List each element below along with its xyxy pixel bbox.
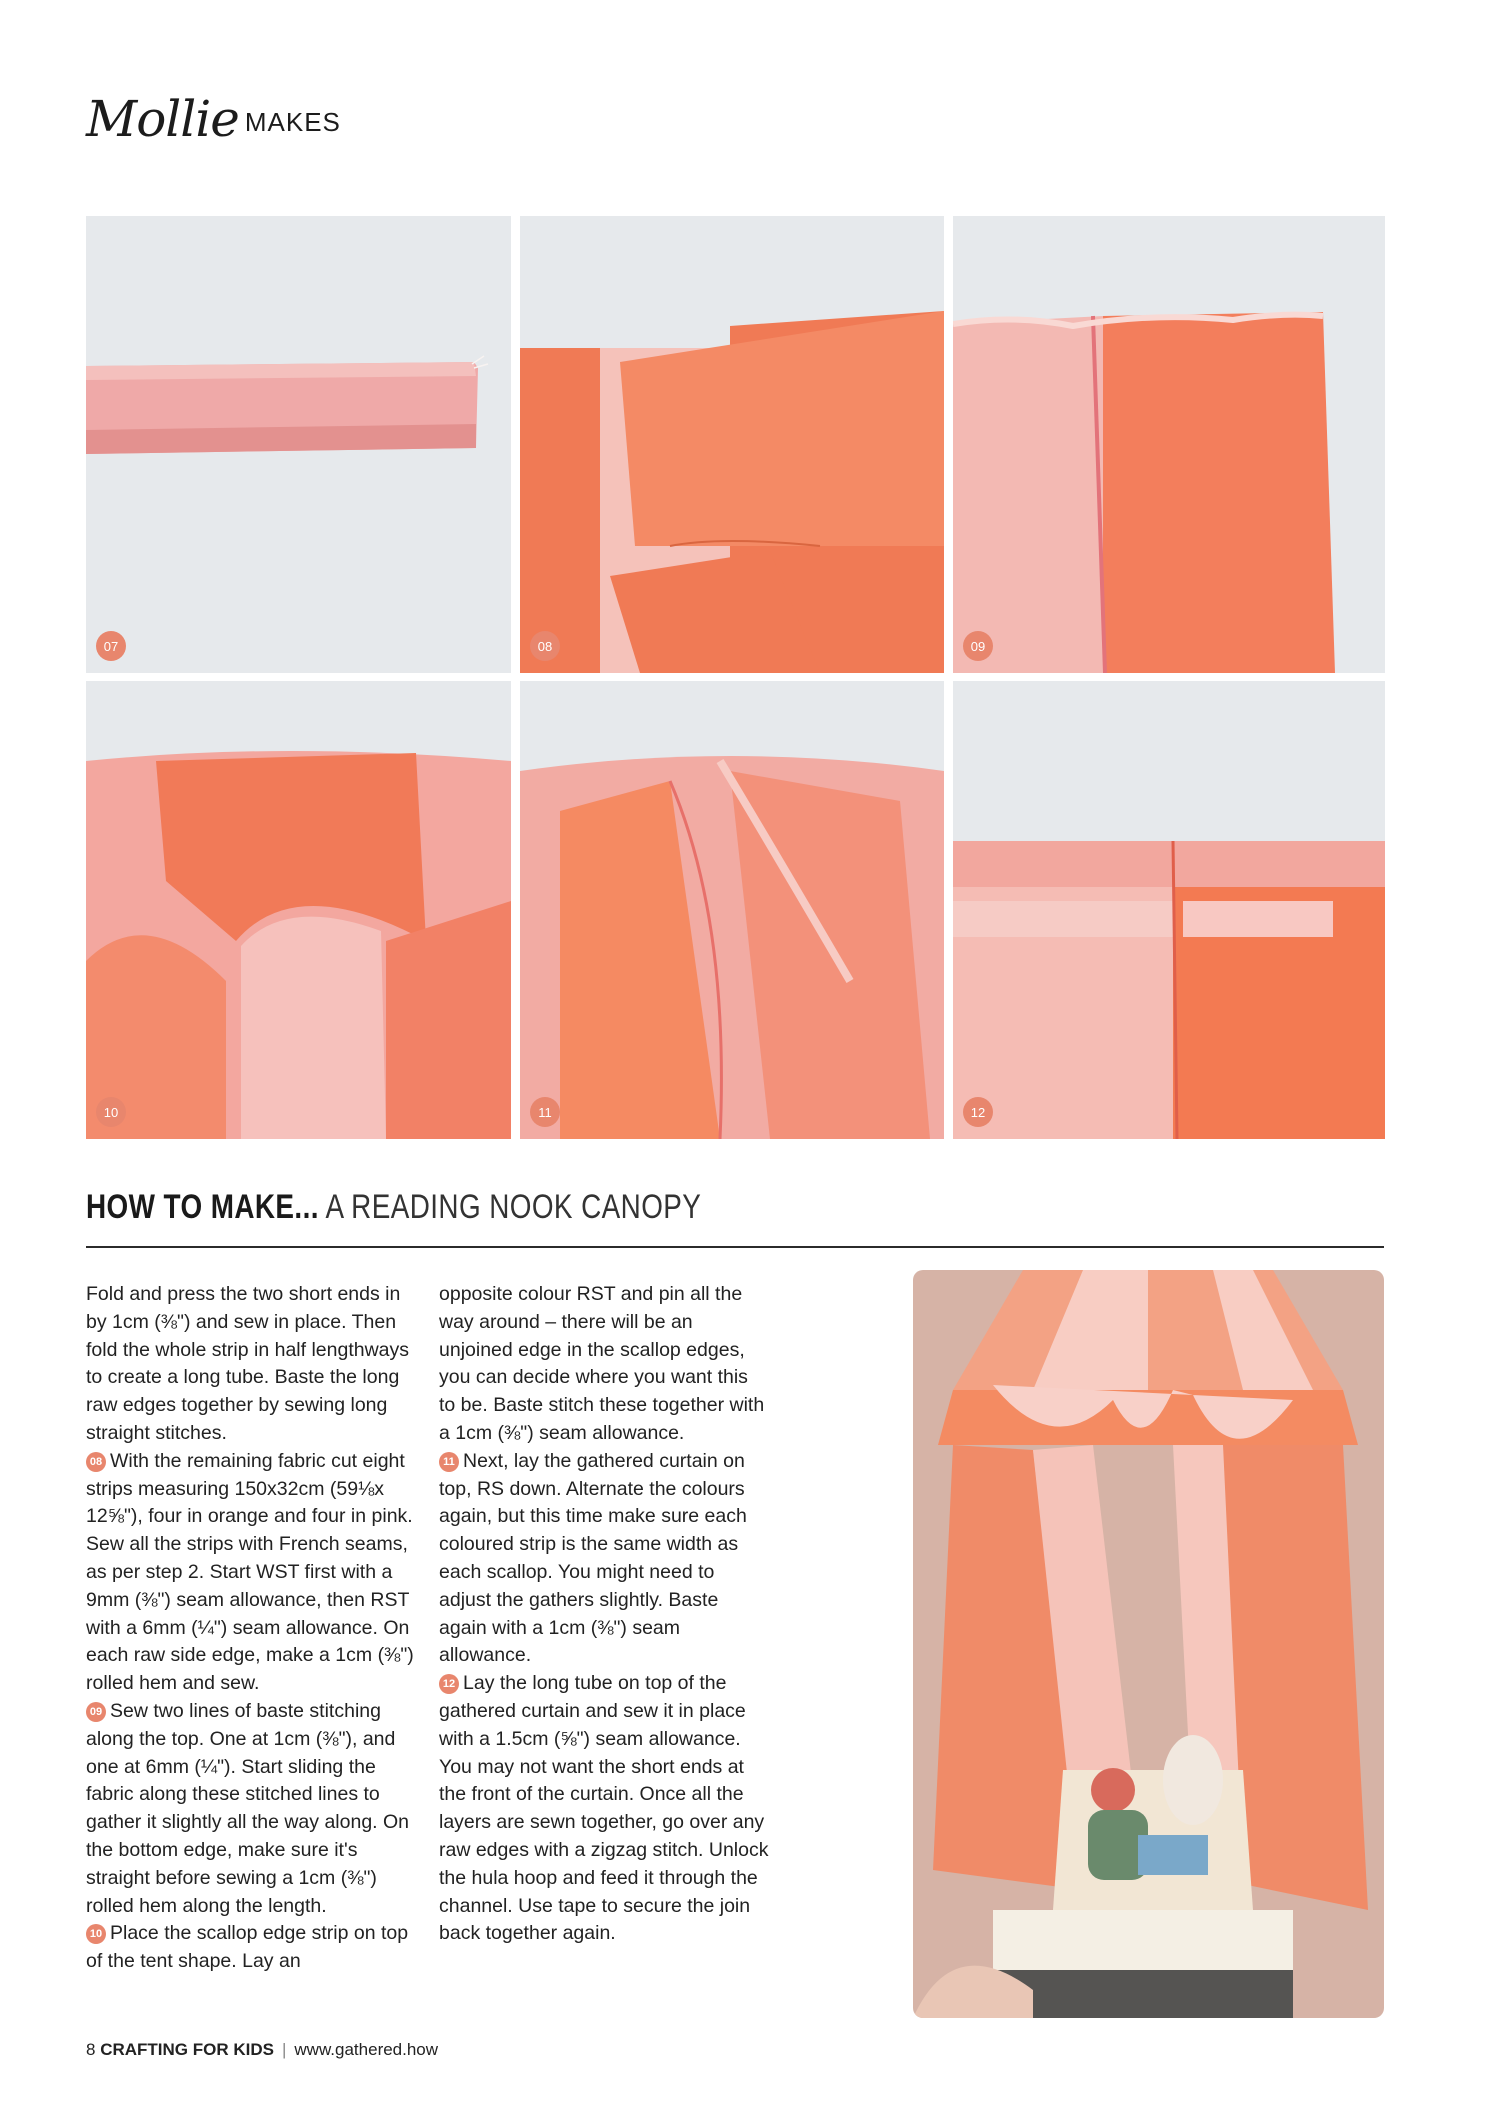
footer-separator: | xyxy=(281,2040,287,2059)
step-badge-08: 08 xyxy=(530,631,560,661)
masthead-makes: MAKES xyxy=(244,107,341,137)
step-badge-12: 12 xyxy=(963,1097,993,1127)
page-footer xyxy=(86,2040,438,2060)
section-title-bold: HOW TO MAKE... xyxy=(86,1188,319,1226)
step-photo-07 xyxy=(86,216,511,673)
section-divider xyxy=(86,1246,1384,1248)
step-photo-08 xyxy=(520,216,944,673)
step-number-09: 09 xyxy=(86,1702,106,1722)
paragraph-step-09: 09 Sew two lines of baste stitching along the top. One at 1cm (⅜"), and one at 6mm (¼"). Start sliding the fabric along these stitched lines to gather it slightly all the way along. On the bottom edge, make sure it's straight before sewing a 1cm (⅜") rolled hem along the length. xyxy=(86,1699,410,1917)
paragraph-step-11: 11 Next, lay the gathered curtain on top, RS down. Alternate the colours again, but this time make sure each coloured strip is the same width as each scallop. You might need to adjust the gathers slightly. Baste again with a 1cm (⅜") seam allowance. xyxy=(439,1449,747,1667)
step-number-12: 12 xyxy=(439,1674,459,1694)
website-link[interactable]: www.gathered.how xyxy=(294,2040,439,2059)
paragraph: opposite colour RST and pin all the way around – there will be an unjoined edge in the scallop edges, you can decide where you want this to be. Baste stitch these together with a 1cm (⅜") seam allowance. xyxy=(439,1283,765,1444)
paragraph-step-10: 10 Place the scallop edge strip on top of the tent shape. Lay an xyxy=(86,1922,409,1973)
canopy-photo xyxy=(913,1270,1384,2018)
step-badge-09: 09 xyxy=(963,631,993,661)
instructions-column-1 xyxy=(86,1281,416,1976)
magazine-title: CRAFTING FOR KIDS xyxy=(100,2040,274,2059)
step-badge-10: 10 xyxy=(96,1097,126,1127)
step-photo-11 xyxy=(520,681,944,1139)
paragraph-step-08: 08 With the remaining fabric cut eight strips measuring 150x32cm (59⅛x 12⅝"), four in orange and four in pink. Sew all the strips with French seams, as per step 2. Start WST first with a 9mm (⅜") seam allowance, then RST with a 6mm (¼") seam allowance. On each raw side edge, make a 1cm (⅜") rolled hem and sew. xyxy=(86,1449,414,1695)
step-photo-10 xyxy=(86,681,511,1139)
step-photo-12 xyxy=(953,681,1385,1139)
step-photo-09 xyxy=(953,216,1385,673)
page-number: 8 xyxy=(86,2040,96,2059)
instructions-column-2 xyxy=(439,1281,769,1948)
paragraph-step-12: 12 Lay the long tube on top of the gathered curtain and sew it in place with a 1.5cm (⅝") seam allowance. You may not want the short ends at the front of the curtain. Once all the layers are sewn together, go over any raw edges with a zigzag stitch. Unlock the hula hoop and feed it through the channel. Use tape to secure the join back together again. xyxy=(439,1672,769,1945)
step-number-10: 10 xyxy=(86,1924,106,1944)
masthead-logo xyxy=(86,84,341,148)
paragraph: Fold and press the two short ends in by 1cm (⅜") and sew in place. Then fold the whole strip in half lengthways to create a long tube. Baste the long raw edges together by sewing long straight stitches. xyxy=(86,1283,410,1444)
step-number-11: 11 xyxy=(439,1452,459,1472)
step-number-08: 08 xyxy=(86,1452,106,1472)
section-title-light: A READING NOOK CANOPY xyxy=(318,1188,702,1226)
step-badge-11: 11 xyxy=(530,1097,560,1127)
section-title xyxy=(86,1188,701,1227)
step-badge-07: 07 xyxy=(96,631,126,661)
masthead-script: Mollie xyxy=(86,90,239,148)
